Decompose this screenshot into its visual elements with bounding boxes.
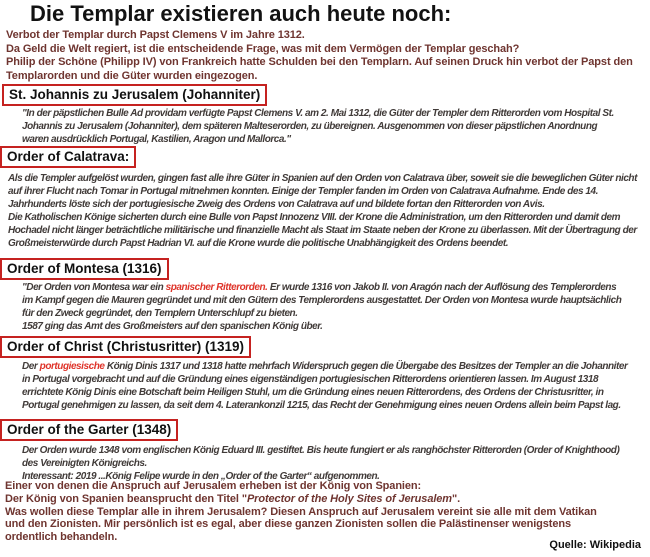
- section-heading-montesa: [0, 258, 169, 280]
- garter-paragraph-3: Was wollen diese Templar alle in ihrem Jerusalem? Diesen Anspruch auf Jerusalem vereint sie alle mit dem Vatikan und den Zionisten. Mir persönlich ist es egal, aber diese ganzen Zionisten sollen die Palästinenser wenigstens ordentlich behandeln.: [5, 505, 597, 544]
- intro-paragraph: Philip der Schöne (Philipp IV) von Frankreich hatte Schulden bei den Templarn. Auf seinen Druck hin verbot der Papst den Templarorden und die Güter wurden eingezogen.: [6, 56, 633, 82]
- garter-line-title: [5, 493, 633, 506]
- garter-title-post: ".: [452, 492, 461, 505]
- section-body-montesa: [22, 281, 628, 333]
- section-body-calatrava: [8, 172, 650, 250]
- christ-text-post: König Dinis 1317 und 1318 hatte mehrfach Widerspruch gegen die Übergabe des Besitzes der Templer an die Johanniter in Portugal vorgebracht und auf die Gründung eines eigenständigen portugiesischen Ritterordens orientieren lassen. Im August 1318 errichtete König Dinis eine Botschaft beim Heiligen Stuhl, um die Gründung eines neuen Ritterordens, des Ordens der Christusritter, in Portugal genehmigen zu lassen, da seit dem 4. Laterankonzil 1215, das Recht der Genehmigung eines neuen Ordens allein beim Papst lag.: [22, 361, 628, 411]
- montesa-text-post: Er wurde 1316 von Jakob II. von Aragón nach der Auflösung des Templerordens im Kampf gegen die Mauren gegründet und mit den Gütern des Templerordens ausgestattet. Der Orden von Montesa wurde hauptsächlich für den Zweck gegründet, den Templern Unterschlupf zu bieten.: [22, 282, 622, 319]
- christ-text-pre: Der: [22, 361, 40, 372]
- page-title: Die Templar existieren auch heute noch:: [30, 1, 452, 26]
- christ-red-highlight: portugiesische: [39, 361, 105, 372]
- source-label: Quelle: Wikipedia: [549, 539, 641, 551]
- heading-box-montesa: Order of Montesa (1316): [0, 258, 169, 280]
- section-body-garter-maroon: [5, 480, 633, 544]
- heading-box-garter: Order of the Garter (1348): [0, 419, 178, 441]
- section-body-johannis: "In der päpstlichen Bulle Ad providam verfügte Papst Clemens V. am 2. Mai 1312, die Güter der Templer dem Ritterorden vom Hospital St. Johannis zu Jerusalem (Johanniter), dem späteren Malteserorden, zu übereignen. Ausgenommen von dieser päpstlichen Anordnung waren ausdrücklich Portugal, Kastilien, Aragon und Mallorca.": [22, 108, 614, 145]
- montesa-text-pre: "Der Orden von Montesa war ein: [22, 282, 166, 293]
- intro-line-2: Da Geld die Welt regiert, ist die entscheidende Frage, was mit dem Vermögen der Templar geschah?: [6, 42, 520, 55]
- heading-box-calatrava: Order of Calatrava:: [0, 146, 136, 168]
- heading-box-johannis: St. Johannis zu Jerusalem (Johanniter): [2, 84, 267, 106]
- section-heading-johannis: [2, 84, 267, 106]
- montesa-red-highlight: spanischer Ritterorden.: [165, 282, 268, 293]
- intro-block: [6, 29, 644, 83]
- garter-paragraph-1: Der Orden wurde 1348 vom englischen König Eduard III. gestiftet. Bis heute fungiert er als ranghöchster Ritterorden (Order of Knighthood) des Vereinigten Königreichs.: [22, 445, 620, 469]
- heading-box-christ: Order of Christ (Christusritter) (1319): [0, 336, 251, 358]
- garter-paragraph-2: Interessant: 2019 ...König Felipe wurde in den „Order of the Garter“ aufgenommen.: [22, 471, 380, 482]
- section-heading-christ: [0, 336, 251, 358]
- intro-line-1: Verbot der Templar durch Papst Clemens V im Jahre 1312.: [6, 29, 305, 41]
- montesa-line-1587: 1587 ging das Amt des Großmeisters auf den spanischen König über.: [22, 321, 323, 332]
- garter-title-italic: Protector of the Holy Sites of Jerusalem: [246, 492, 452, 505]
- garter-title-pre: Der König von Spanien beansprucht den Titel ": [5, 492, 247, 505]
- montesa-paragraph: [22, 281, 628, 320]
- section-body-christ: [22, 360, 628, 412]
- section-heading-garter: [0, 419, 178, 441]
- section-body-garter-italic: [22, 444, 628, 483]
- calatrava-paragraph-1: Als die Templer aufgelöst wurden, gingen fast alle ihre Güter in Spanien auf den Orden von Calatrava über, soweit sie die beweglichen Güter nicht auf ihrer Flucht nach Tomar in Portugal mitnehmen konnten. Einige der Templer fanden im Orden von Calatrava Aufnahme. Ende des 14. Jahrhunderts löste sich der portugiesische Zweig des Ordens von Calatrava auf und bildete fortan den Ritterorden von Avis.: [8, 173, 637, 210]
- calatrava-paragraph-2: Die Katholischen Könige sicherten durch eine Bulle von Papst Innozenz VIII. der Krone die Administration, um den Ritterorden und damit dem Hochadel nicht länger beträchtliche militärische und finanzielle Macht als Staat im Staate neben der Krone zu überlassen. Mit der Übertragung der Großmeisterwürde durch Papst Hadrian VI. auf die Krone wurde die politische Unabhängigkeit des Ordens beendet.: [8, 212, 637, 249]
- section-heading-calatrava: [0, 146, 136, 168]
- garter-line-spain: Einer von denen die Anspruch auf Jerusalem erheben ist der König von Spanien:: [5, 480, 422, 492]
